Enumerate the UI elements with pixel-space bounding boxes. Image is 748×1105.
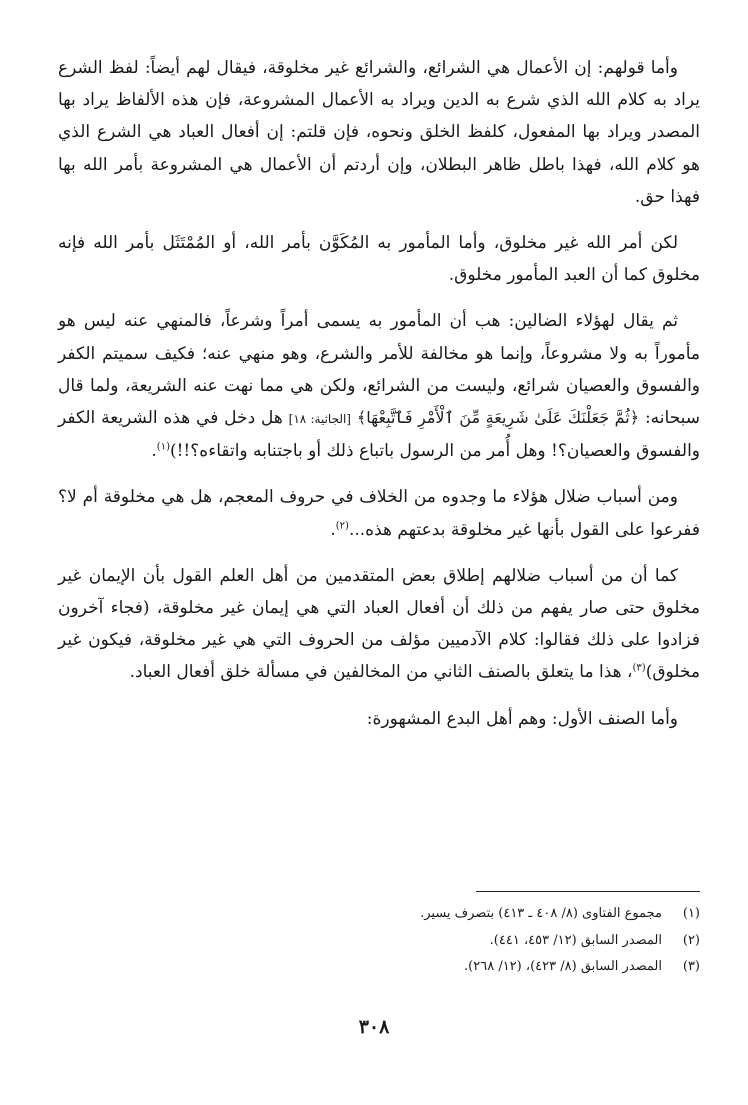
footnote-divider bbox=[476, 891, 700, 892]
footnote-1-number: (١) bbox=[682, 906, 700, 921]
footnote-2-number: (٢) bbox=[682, 932, 700, 948]
footnote-marker-2: (٢) bbox=[335, 519, 349, 531]
footnote-3-text: المصدر السابق (٨/ ٤٢٣)، (١٢/ ٢٦٨). bbox=[464, 959, 662, 974]
footnotes bbox=[100, 906, 700, 986]
paragraph-5 bbox=[58, 560, 700, 689]
page-body bbox=[58, 52, 700, 735]
paragraph-6 bbox=[58, 703, 700, 735]
paragraph-1 bbox=[58, 52, 700, 213]
footnote-1-text: مجموع الفتاوى (٨/ ٤٠٨ ـ ٤١٣) بتصرف يسير. bbox=[420, 906, 662, 921]
footnote-1 bbox=[100, 906, 700, 933]
page-number: ٣٠٨ bbox=[358, 1016, 390, 1038]
footnote-marker-3: (٣) bbox=[632, 662, 646, 674]
quran-verse: ﴿ثُمَّ جَعَلْنَكَ عَلَىٰ شَرِيعَةٍ مِّنَ ٱلْأَمْرِ فَٱتَّبِعْهَا﴾ bbox=[356, 408, 640, 428]
paragraph-4 bbox=[58, 481, 700, 545]
paragraph-4-end: . bbox=[330, 519, 336, 540]
paragraph-3-text-before: ثم يقال لهؤلاء الضالين: هب أن المأمور به يسمى أمراً وشرعاً، فالمنهي عنه ليس هو مأموراً به ولا مشروعاً، وإنما هو مخالفة للأمر والشرع، وهو منهي عنه؛ فكيف سميتم الكفر والفسوق والعصيان شرائع، وليست من الشرائع، ولكن هي مما نهت عنه الشريعة، ولما قال سبحانه: bbox=[58, 311, 701, 429]
paragraph-3-text-after: هل دخل في هذه الشريعة الكفر والفسوق والعصيان؟! وهل أُمر من الرسول باتباع ذلك أو باجتنابه واتقاءه؟!!) bbox=[58, 408, 700, 462]
paragraph-5-text: كما أن من أسباب ضلالهم إطلاق بعض المتقدمين من أهل العلم القول بأن الإيمان غير مخلوق حتى صار يفهم من ذلك أن أفعال العباد التي هي إيمان غير مخلوقة، (فجاء آخرون فزادوا على ذلك فقالوا: كلام الآدميين مؤلف من الحروف التي هي غير مخلوقة، فيكون غير مخلوق) bbox=[58, 565, 700, 683]
footnote-3-number: (٣) bbox=[682, 959, 700, 974]
paragraph-2 bbox=[58, 227, 700, 291]
paragraph-3 bbox=[58, 305, 700, 467]
paragraph-6-text: وأما الصنف الأول: وهم أهل البدع المشهورة: bbox=[366, 708, 678, 729]
paragraph-3-end: . bbox=[151, 441, 157, 462]
verse-reference: [الجاثية: ١٨] bbox=[288, 412, 351, 427]
footnote-3 bbox=[100, 959, 700, 986]
paragraph-2-text: لكن أمر الله غير مخلوق، وأما المأمور به المُكَوَّن بأمر الله، أو المُمْتَثَل بأمر الله فإنه مخلوق كما أن العبد المأمور مخلوق. bbox=[58, 233, 700, 286]
paragraph-4-text: ومن أسباب ضلال هؤلاء ما وجدوه من الخلاف في حروف المعجم، هل هي مخلوقة أم لا؟ ففرعوا على القول بأنها غير مخلوقة بدعتهم هذه... bbox=[58, 487, 700, 540]
paragraph-5-end: ، هذا ما يتعلق بالصنف الثاني من المخالفين في مسألة خلق أفعال العباد. bbox=[129, 662, 633, 683]
paragraph-1-text: وأما قولهم: إن الأعمال هي الشرائع، والشرائع غير مخلوقة، فيقال لهم أيضاً: لفظ الشرع يراد به كلام الله الذي شرع به الدين ويراد به الأعمال المشروعة، فإن هذه الألفاظ يراد بها المصدر ويراد بها المفعول، كلفظ الخلق ونحوه، فإن قلتم: إن أفعال العباد هي الشرع الذي هو كلام الله، فهذا باطل ظاهر البطلان، وإن أردتم أن الأعمال هي المشروعة بأمر الله بها فهذا حق. bbox=[58, 58, 700, 207]
footnote-2 bbox=[100, 933, 700, 960]
footnote-marker-1: (١) bbox=[156, 441, 170, 453]
footnote-2-text: المصدر السابق (١٢/ ٤٥٣، ٤٤١). bbox=[489, 932, 662, 948]
